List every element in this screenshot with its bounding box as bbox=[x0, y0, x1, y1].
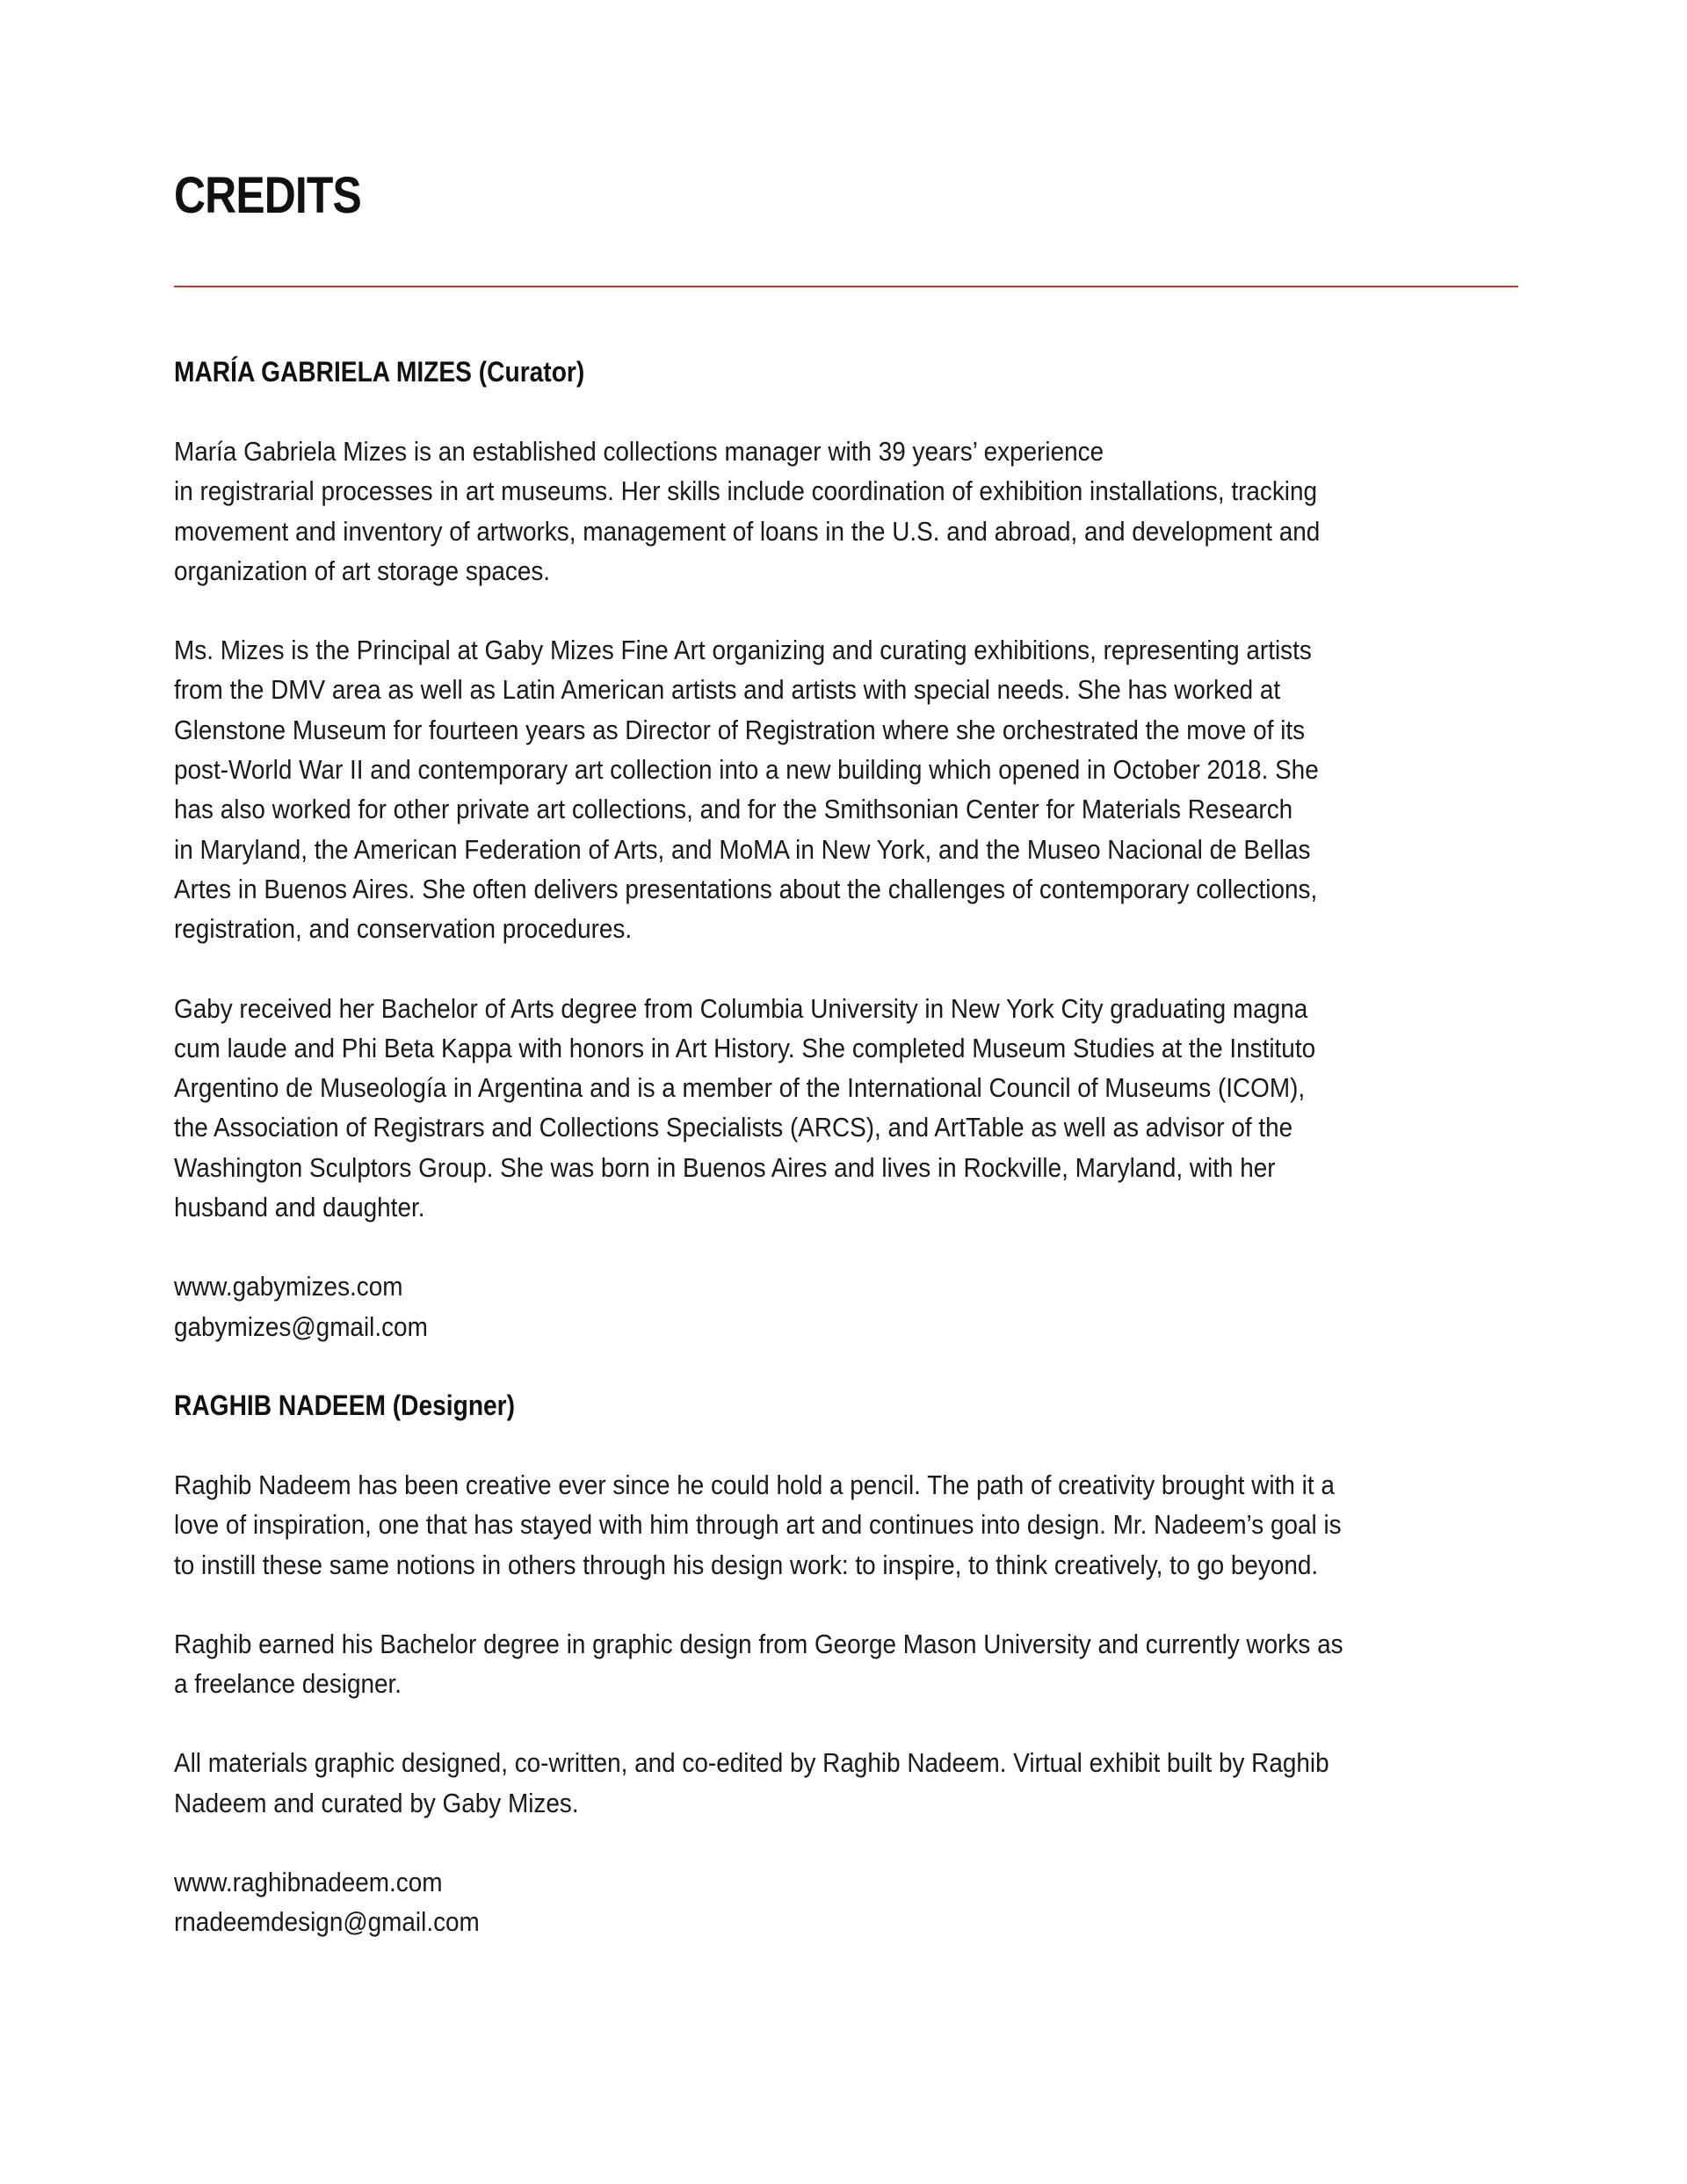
text-line: Raghib earned his Bachelor degree in graphic design from George Mason University and currently works as bbox=[174, 1628, 1343, 1659]
section-heading bbox=[174, 352, 1518, 392]
page-title: CREDITS bbox=[174, 167, 361, 224]
section-heading bbox=[174, 1386, 1518, 1426]
text-line: love of inspiration, one that has stayed with him through art and continues into design. Mr. Nadeem’s goal is bbox=[174, 1509, 1342, 1541]
text-line: Artes in Buenos Aires. She often delivers presentations about the challenges of contemporary collections, bbox=[174, 873, 1318, 904]
designer-bio-paragraph-2 bbox=[174, 1624, 1518, 1704]
designer-website: www.raghibnadeem.com bbox=[174, 1867, 443, 1898]
text-line: All materials graphic designed, co-written, and co-edited by Raghib Nadeem. Virtual exhibit built by Raghib bbox=[174, 1747, 1329, 1779]
text-line: organization of art storage spaces. bbox=[174, 555, 551, 586]
designer-bio-paragraph-1 bbox=[174, 1465, 1518, 1585]
text-line: to instill these same notions in others through his design work: to inspire, to think creatively, to go beyond. bbox=[174, 1549, 1319, 1580]
text-line: in Maryland, the American Federation of Arts, and MoMA in New York, and the Museo Nacional de Bellas bbox=[174, 833, 1311, 865]
text-line: a freelance designer. bbox=[174, 1668, 402, 1700]
curator-website: www.gabymizes.com bbox=[174, 1271, 403, 1302]
credits-content bbox=[174, 352, 1518, 1982]
text-line: movement and inventory of artworks, management of loans in the U.S. and abroad, and development and bbox=[174, 515, 1321, 547]
text-line: Raghib Nadeem has been creative ever since he could hold a pencil. The path of creativity brought with it a bbox=[174, 1469, 1335, 1500]
curator-bio-paragraph-2 bbox=[174, 630, 1518, 948]
curator-heading: MARÍA GABRIELA MIZES (Curator) bbox=[174, 356, 585, 388]
text-line: María Gabriela Mizes is an established collections manager with 39 years’ experience bbox=[174, 436, 1104, 467]
text-line: registration, and conservation procedures. bbox=[174, 913, 633, 945]
text-line: Glenstone Museum for fourteen years as Director of Registration where she orchestrated the move of its bbox=[174, 714, 1306, 745]
text-line: Gaby received her Bachelor of Arts degree from Columbia University in New York City graduating magna bbox=[174, 992, 1308, 1024]
curator-email: gabymizes@gmail.com bbox=[174, 1310, 428, 1342]
designer-heading: RAGHIB NADEEM (Designer) bbox=[174, 1389, 516, 1421]
text-line: in registrarial processes in art museums. Her skills include coordination of exhibition installations, tracking bbox=[174, 475, 1318, 507]
designer-section bbox=[174, 1386, 1518, 1942]
curator-section bbox=[174, 352, 1518, 1346]
text-line: post-World War II and contemporary art collection into a new building which opened in October 2018. She bbox=[174, 754, 1319, 786]
text-line: from the DMV area as well as Latin American artists and artists with special needs. She has worked at bbox=[174, 674, 1281, 706]
designer-bio-paragraph-3 bbox=[174, 1743, 1518, 1823]
text-line: the Association of Registrars and Collections Specialists (ARCS), and ArtTable as well as advisor of the bbox=[174, 1112, 1293, 1143]
title-divider bbox=[174, 286, 1518, 287]
designer-email: rnadeemdesign@gmail.com bbox=[174, 1906, 480, 1938]
curator-bio-paragraph-1 bbox=[174, 432, 1518, 591]
text-line: cum laude and Phi Beta Kappa with honors in Art History. She completed Museum Studies at the Instituto bbox=[174, 1032, 1316, 1063]
text-line: husband and daughter. bbox=[174, 1192, 425, 1223]
text-line: Ms. Mizes is the Principal at Gaby Mizes Fine Art organizing and curating exhibitions, representing artists bbox=[174, 635, 1312, 666]
designer-contact bbox=[174, 1862, 1518, 1942]
text-line: Washington Sculptors Group. She was born in Buenos Aires and lives in Rockville, Maryland, with her bbox=[174, 1151, 1276, 1183]
curator-contact bbox=[174, 1266, 1518, 1346]
text-line: has also worked for other private art collections, and for the Smithsonian Center for Materials Research bbox=[174, 794, 1293, 825]
curator-bio-paragraph-3 bbox=[174, 989, 1518, 1228]
text-line: Argentino de Museología in Argentina and is a member of the International Council of Museums (ICOM), bbox=[174, 1072, 1306, 1104]
text-line: Nadeem and curated by Gaby Mizes. bbox=[174, 1787, 579, 1818]
